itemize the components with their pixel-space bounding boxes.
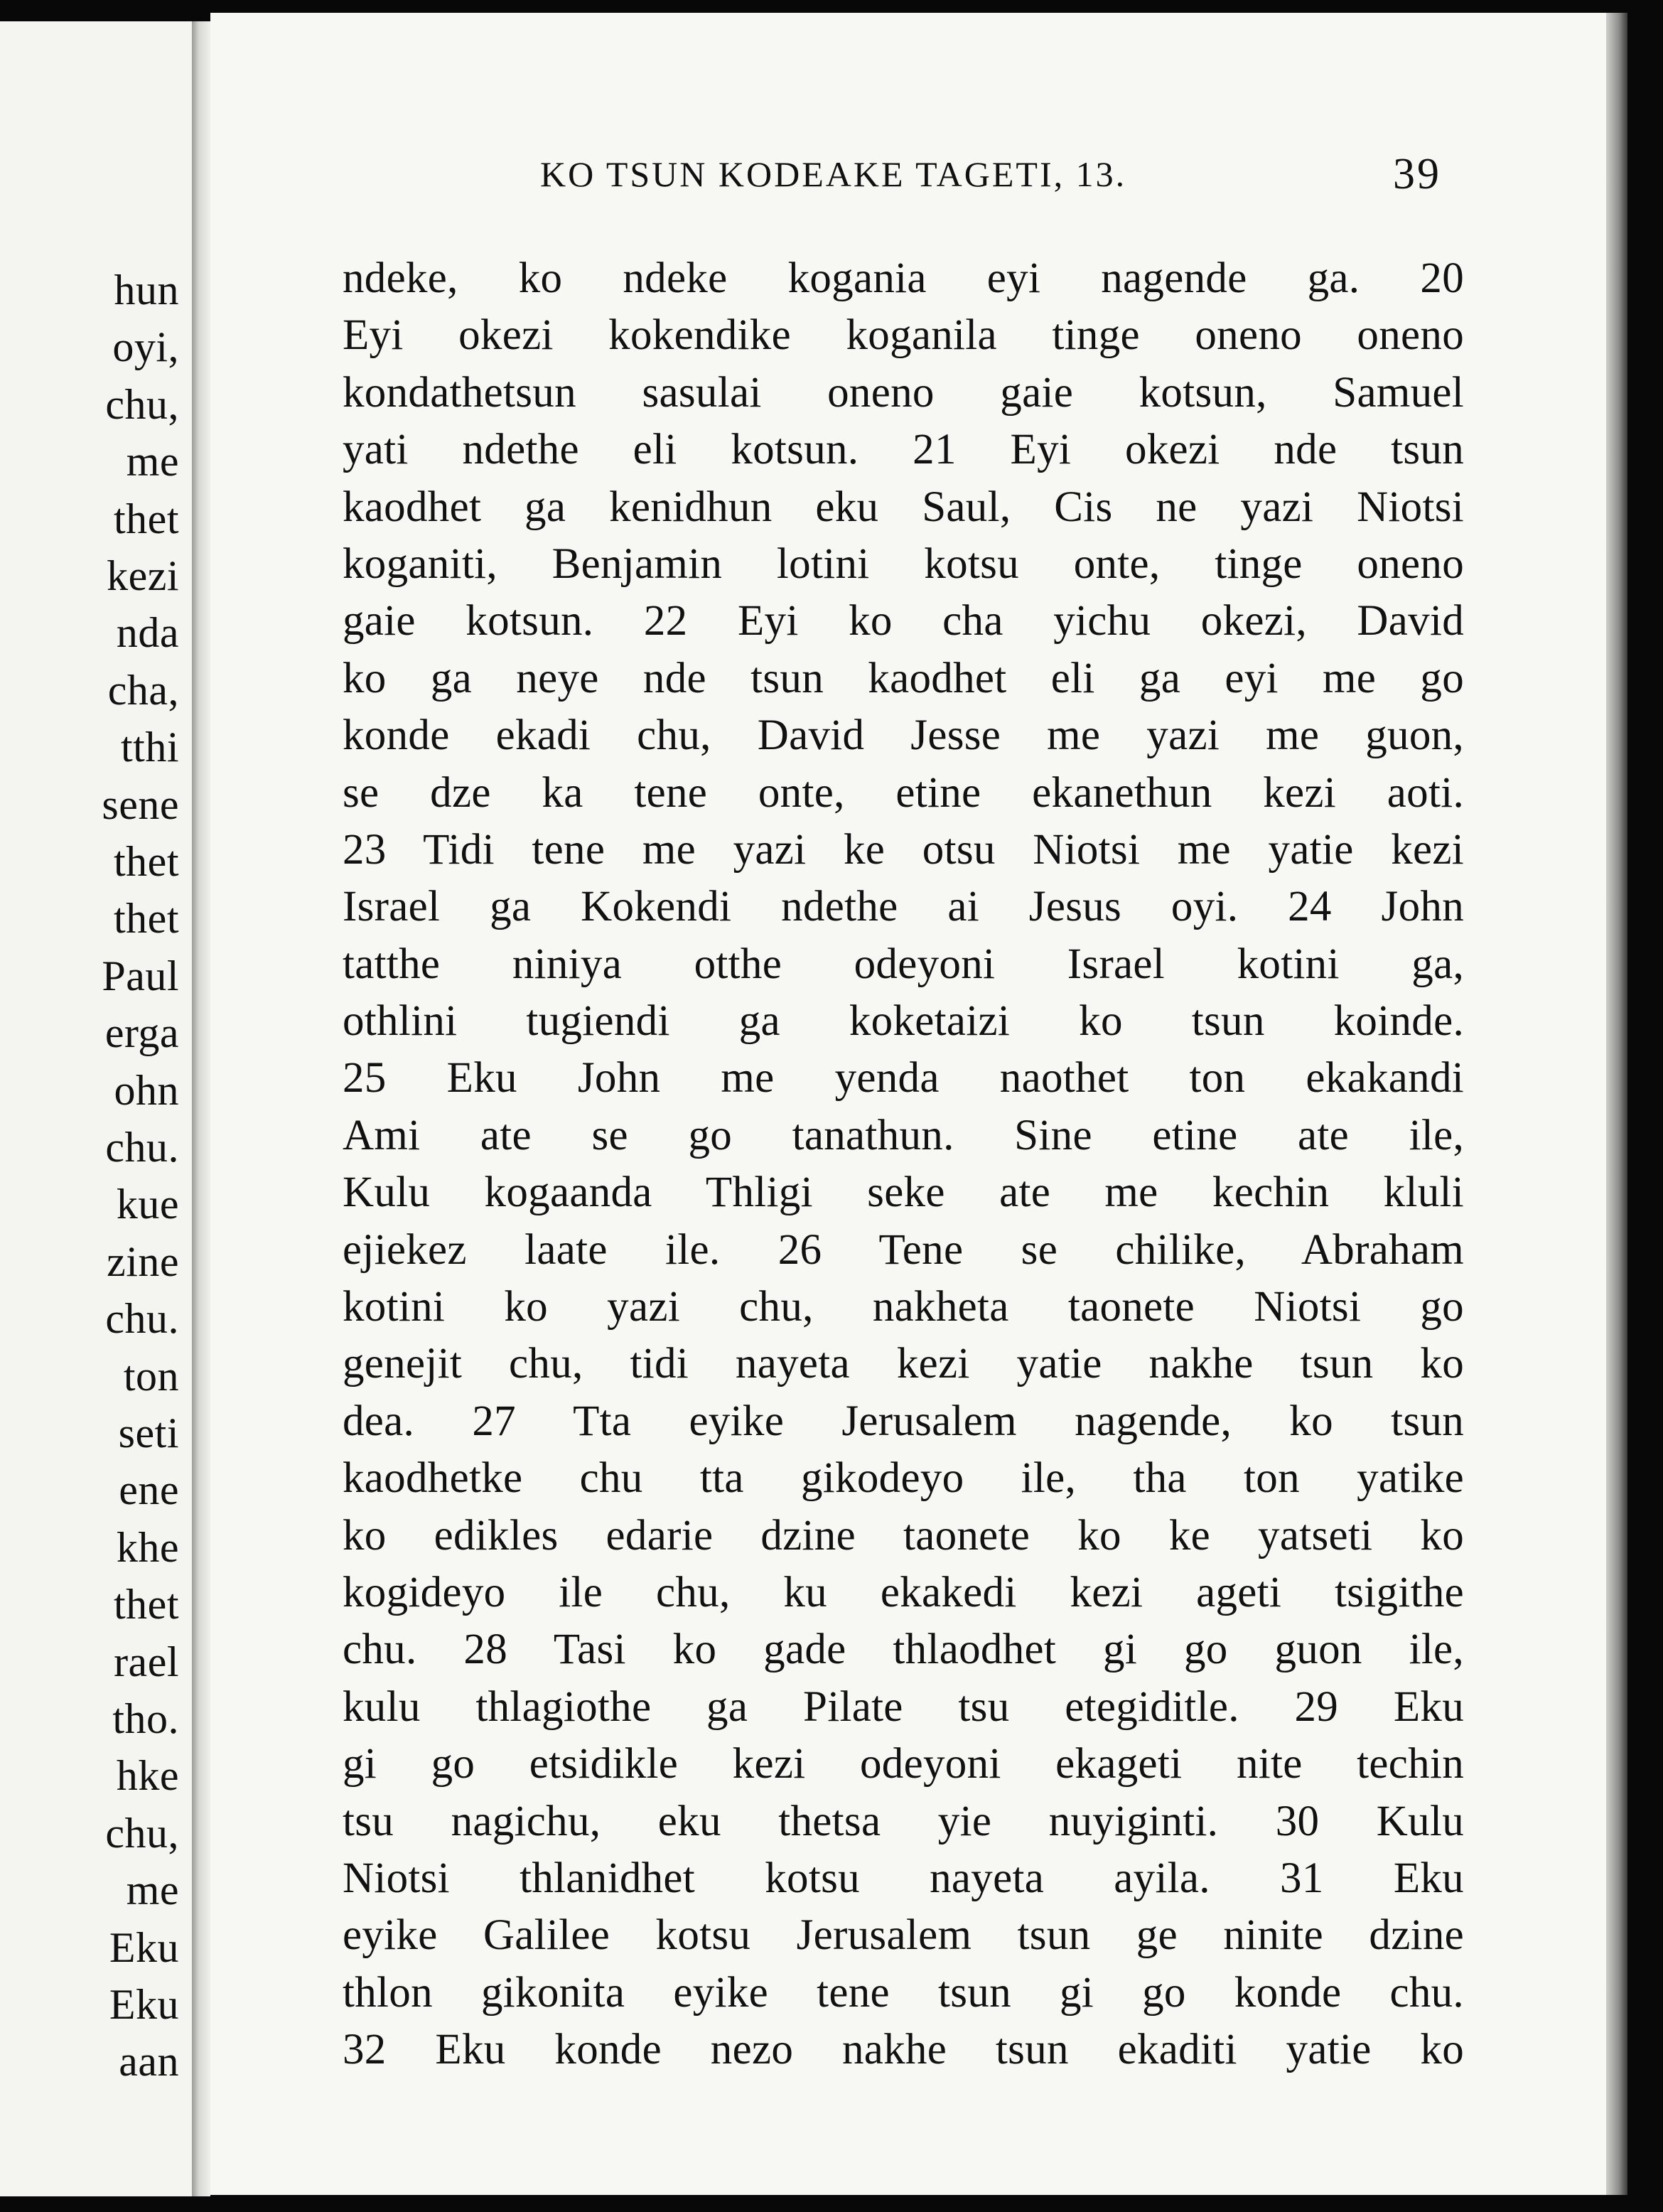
text-line: othlini tugiendi ga koketaizi ko tsun koinde. xyxy=(343,997,1464,1046)
text-line: Niotsi thlanidhet kotsu nayeta ayila. 31 Eku xyxy=(343,1854,1464,1902)
left-page-line: ene xyxy=(119,1466,179,1514)
text-line: 32 Eku konde nezo nakhe tsun ekaditi yatie ko xyxy=(343,2026,1464,2074)
text-line: kaodhetke chu tta gikodeyo ile, tha ton yatike xyxy=(343,1454,1464,1503)
left-page-line: ton xyxy=(123,1352,179,1400)
text-line: dea. 27 Tta eyike Jerusalem nagende, ko tsun xyxy=(343,1397,1464,1445)
running-head-title: KO TSUN KODEAKE TAGETI, 13. xyxy=(540,154,1127,194)
left-page-line: sene xyxy=(102,780,179,828)
text-line: Ami ate se go tanathun. Sine etine ate ile, xyxy=(343,1111,1464,1159)
left-page-line: chu. xyxy=(105,1124,179,1171)
left-page-line: tthi xyxy=(120,724,179,771)
text-line: konde ekadi chu, David Jesse me yazi me guon, xyxy=(343,712,1464,760)
left-page-line: khe xyxy=(116,1523,179,1571)
text-line: kondathetsun sasulai oneno gaie kotsun, Samuel xyxy=(343,368,1464,417)
text-line: ndeke, ko ndeke kogania eyi nagende ga. 20 xyxy=(343,254,1464,302)
left-page-line: kue xyxy=(116,1181,179,1228)
left-page-line: zine xyxy=(107,1237,179,1285)
left-page-line: Eku xyxy=(109,1923,179,1971)
text-line: kogideyo ile chu, ku ekakedi kezi ageti tsigithe xyxy=(343,1568,1464,1616)
left-page-line: hun xyxy=(114,267,179,313)
left-page-line: Paul xyxy=(102,952,179,999)
left-page-line: oyi, xyxy=(112,323,179,371)
left-page-line: aan xyxy=(119,2038,179,2085)
left-page-line: cha, xyxy=(107,666,179,714)
left-page-line: hke xyxy=(116,1752,179,1800)
text-line: gi go etsidikle kezi odeyoni ekageti nite techin xyxy=(343,1740,1464,1788)
left-page-line: kezi xyxy=(107,552,179,599)
left-page-line: Eku xyxy=(109,1981,179,2028)
text-line: tsu nagichu, eku thetsa yie nuyiginti. 30 Kulu xyxy=(343,1797,1464,1845)
text-line: Israel ga Kokendi ndethe ai Jesus oyi. 24 John xyxy=(343,883,1464,931)
text-line: chu. 28 Tasi ko gade thlaodhet gi go guon ile, xyxy=(343,1626,1464,1674)
left-page-line: thet xyxy=(114,495,179,542)
left-page-line: erga xyxy=(104,1009,179,1057)
text-line: genejit chu, tidi nayeta kezi yatie nakhe tsun ko xyxy=(343,1340,1464,1388)
text-line: Kulu kogaanda Thligi seke ate me kechin kluli xyxy=(343,1169,1464,1217)
book-gutter xyxy=(192,21,210,2196)
text-line: gaie kotsun. 22 Eyi ko cha yichu okezi, David xyxy=(343,597,1464,645)
left-page-line: tho. xyxy=(112,1695,179,1742)
text-line: 25 Eku John me yenda naothet ton ekakandi xyxy=(343,1054,1464,1102)
page-edge xyxy=(1606,13,1627,2195)
left-page-line: chu, xyxy=(105,1809,179,1857)
text-line: Eyi okezi kokendike koganila tinge oneno oneno xyxy=(343,311,1464,360)
text-line: kotini ko yazi chu, nakheta taonete Niotsi go xyxy=(343,1283,1464,1331)
left-page-line: seti xyxy=(118,1410,179,1456)
text-line: se dze ka tene onte, etine ekanethun kezi aoti. xyxy=(343,768,1464,817)
page-number: 39 xyxy=(1393,150,1441,198)
text-line: thlon gikonita eyike tene tsun gi go konde chu. xyxy=(343,1968,1464,2017)
text-line: tatthe niniya otthe odeyoni Israel kotini ga, xyxy=(343,940,1464,988)
text-line: yati ndethe eli kotsun. 21 Eyi okezi nde tsun xyxy=(343,426,1464,474)
left-page-line: ohn xyxy=(114,1066,179,1114)
text-line: koganiti, Benjamin lotini kotsu onte, tinge oneno xyxy=(343,539,1464,588)
text-line: ko edikles edarie dzine taonete ko ke yatseti ko xyxy=(343,1511,1464,1559)
left-page-line: chu. xyxy=(105,1295,179,1343)
text-line: 23 Tidi tene me yazi ke otsu Niotsi me yatie kezi xyxy=(343,825,1464,874)
left-page-line: chu, xyxy=(105,380,179,428)
text-line: kulu thlagiothe ga Pilate tsu etegiditle. 29 Eku xyxy=(343,1682,1464,1731)
left-page-line: me xyxy=(126,438,179,485)
left-page xyxy=(0,21,192,2196)
text-line: eyike Galilee kotsu Jerusalem tsun ge ninite dzine xyxy=(343,1911,1464,1960)
text-line: kaodhet ga kenidhun eku Saul, Cis ne yazi Niotsi xyxy=(343,483,1464,531)
text-line: ejiekez laate ile. 26 Tene se chilike, Abraham xyxy=(343,1225,1464,1274)
body-text xyxy=(343,250,1464,2079)
left-page-line: me xyxy=(126,1867,179,1914)
left-page-line: rael xyxy=(114,1638,179,1685)
left-page-line: thet xyxy=(114,838,179,885)
left-page-line: nda xyxy=(116,609,179,657)
left-page-line: thet xyxy=(114,1581,179,1628)
left-page-line: thet xyxy=(114,895,179,943)
text-line: ko ga neye nde tsun kaodhet eli ga eyi me go xyxy=(343,654,1464,702)
